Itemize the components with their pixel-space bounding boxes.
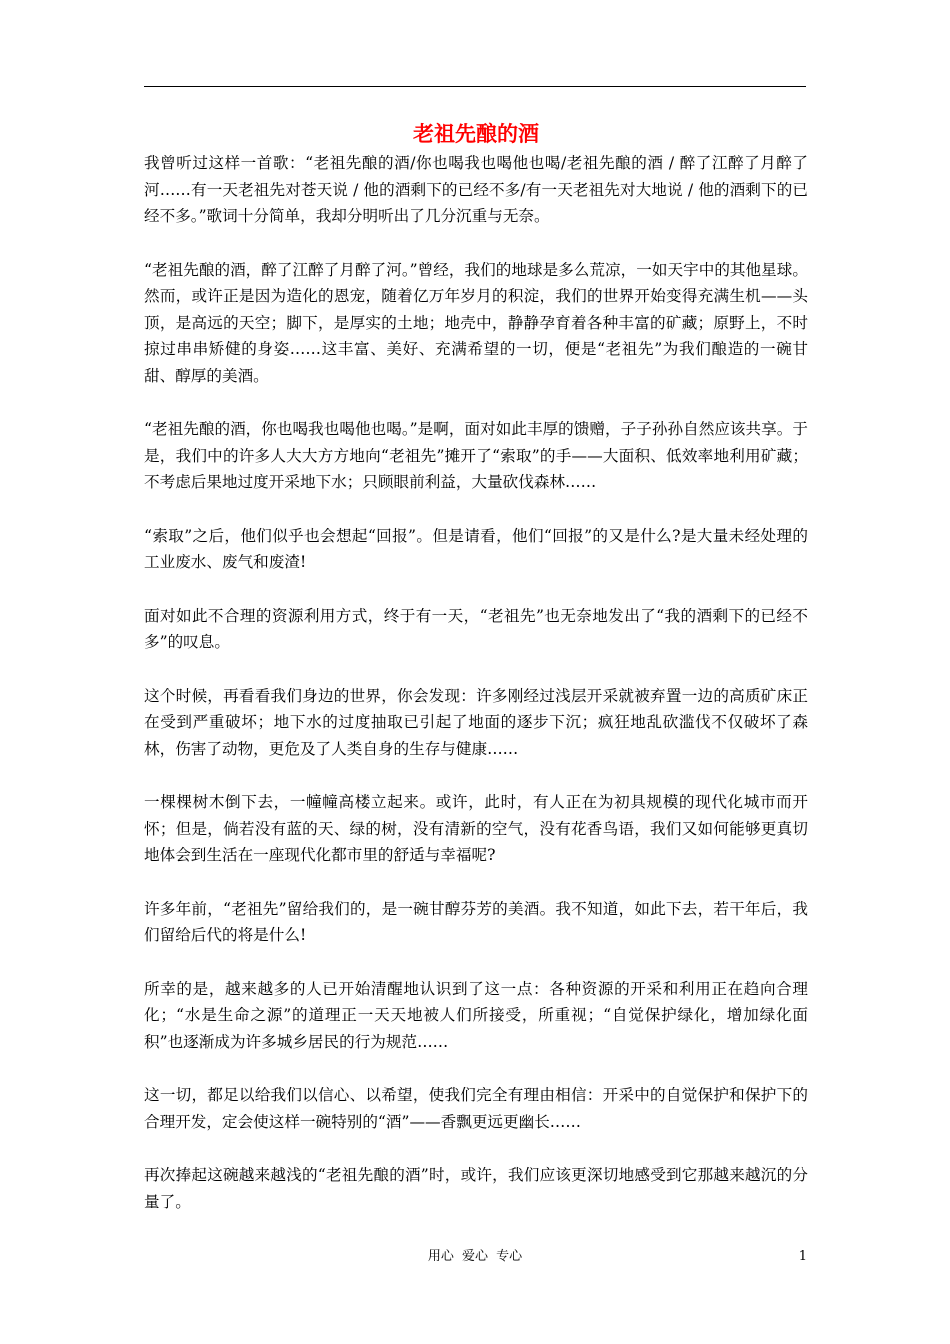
article — [144, 118, 808, 1242]
paragraph-1: 我曾听过这样一首歌：“老祖先酿的酒/你也喝我也喝他也喝/老祖先酿的酒 / 醉了江醉了月醉了河……有一天老祖先对苍天说 / 他的酒剩下的已经不多/有一天老祖先对大地说 / 他的酒剩下的已经不多。”歌词十分简单，我却分明听出了几分沉重与无奈。 — [144, 154, 808, 225]
paragraph-8: 许多年前，“老祖先”留给我们的，是一碗甘醇芬芳的美酒。我不知道，如此下去，若干年后，我们留给后代的将是什么! — [144, 899, 808, 944]
paragraph-2: “老祖先酿的酒，醉了江醉了月醉了河。”曾经，我们的地球是多么荒凉，一如天宇中的其他星球。然而，或许正是因为造化的恩宠，随着亿万年岁月的积淀，我们的世界开始变得充满生机——头顶，是高远的天空；脚下，是厚实的土地；地壳中，静静孕育着各种丰富的矿藏；原野上，不时掠过串串矫健的身姿……这丰富、美好、充满希望的一切，便是“老祖先”为我们酿造的一碗甘甜、醇厚的美酒。 — [144, 260, 808, 385]
paragraph-5: 面对如此不合理的资源利用方式，终于有一天，“老祖先”也无奈地发出了“我的酒剩下的已经不多”的叹息。 — [144, 606, 808, 651]
paragraph-3: “老祖先酿的酒，你也喝我也喝他也喝。”是啊，面对如此丰厚的馈赠，子子孙孙自然应该共享。于是，我们中的许多人大大方方地向“老祖先”摊开了“索取”的手——大面积、低效率地利用矿藏；不考虑后果地过度开采地下水；只顾眼前利益，大量砍伐森林…… — [144, 420, 808, 491]
paragraph-6: 这个时候，再看看我们身边的世界，你会发现：许多刚经过浅层开采就被弃置一边的高质矿床正在受到严重破坏；地下水的过度抽取已引起了地面的逐步下沉；疯狂地乱砍滥伐不仅破坏了森林，伤害了动物，更危及了人类自身的生存与健康…… — [144, 686, 808, 758]
paragraph-4: “索取”之后，他们似乎也会想起“回报”。但是请看，他们“回报”的又是什么?是大量未经处理的工业废水、废气和废渣! — [144, 526, 808, 571]
header-rule — [144, 86, 806, 87]
page-number: 1 — [798, 1249, 807, 1264]
paragraph-11: 再次捧起这碗越来越浅的“老祖先酿的酒”时，或许，我们应该更深切地感受到它那越来越沉的分量了。 — [144, 1166, 808, 1211]
document-title: 老祖先酿的酒 — [413, 121, 539, 146]
paragraph-7: 一棵棵树木倒下去，一幢幢高楼立起来。或许，此时，有人正在为初具规模的现代化城市而开怀；但是，倘若没有蓝的天、绿的树，没有清新的空气，没有花香鸟语，我们又如何能够更真切地体会到生活在一座现代化都市里的舒适与幸福呢? — [144, 793, 808, 864]
paragraph-10: 这一切，都足以给我们以信心、以希望，使我们完全有理由相信：开采中的自觉保护和保护下的合理开发，定会使这样一碗特别的“酒”——香飘更远更幽长…… — [144, 1086, 808, 1131]
footer-motto: 用心 爱心 专心 — [427, 1249, 523, 1264]
paragraph-9: 所幸的是，越来越多的人已开始清醒地认识到了这一点：各种资源的开采和利用正在趋向合理化；“水是生命之源”的道理正一天天地被人们所接受，所重视；“自觉保护绿化，增加绿化面积”也逐渐成为许多城乡居民的行为规范…… — [144, 979, 808, 1051]
